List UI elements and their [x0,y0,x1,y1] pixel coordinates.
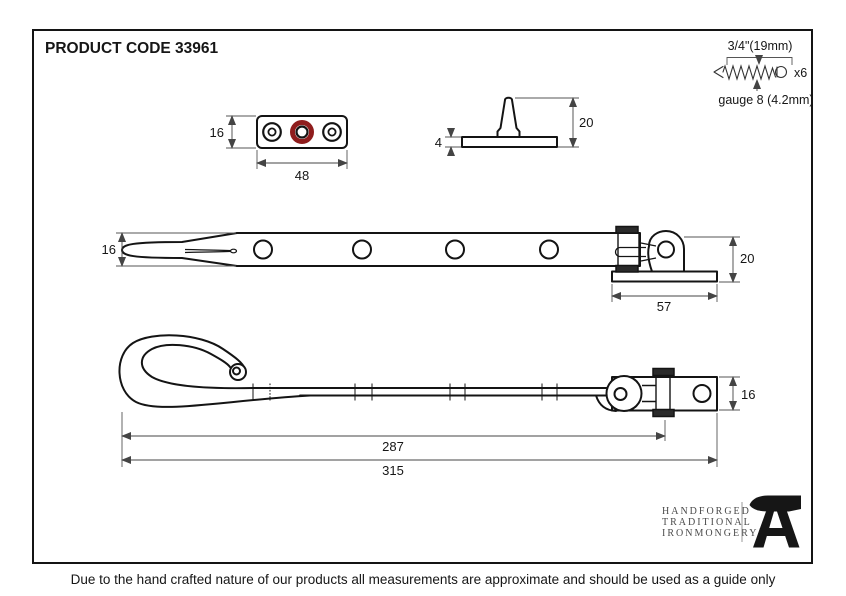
pin-to-tip-length-label: 287 [382,439,404,454]
pin-height-label: 20 [579,115,594,130]
keep-plate-screw-hole-left [263,123,281,141]
overall-length-label: 315 [382,463,404,478]
keep-plate-height-label: 16 [209,125,224,140]
hole-position-ticks [253,384,557,401]
bracket-plate-length-label: 57 [656,299,672,314]
shepherds-crook-handle [119,335,310,407]
logo-line1: HANDFORGED [662,506,751,517]
disclaimer-text: Due to the hand crafted nature of our products all measurements are approximate and should be used as a guide only [70,572,776,587]
logo-line3: IRONMONGERY [662,528,759,539]
logo-line2: TRADITIONAL [662,517,752,528]
product-code-label: PRODUCT CODE 33961 [45,40,219,57]
screw-quantity-label: x6 [794,66,808,80]
bracket-height-label: 20 [740,251,755,266]
pin-drawing [435,98,594,156]
screw-icon [714,66,787,79]
side-end-height-label: 16 [741,387,756,402]
drawing-border [33,30,812,563]
pin-base-thickness-label: 4 [434,135,442,150]
stay-top-view-drawing [102,227,755,315]
screw-length-bracket [727,58,792,66]
keep-plate-drawing [210,116,347,183]
screw-gauge-label: gauge 8 (4.2mm) [718,93,814,107]
hinge-pin-cap-bottom [616,266,638,273]
anvil-icon [750,496,802,548]
keep-plate-screw-hole-right [323,123,341,141]
screw-length-label: 3/4"(19mm) [727,39,793,53]
hinge-pin-cap-top [616,227,638,234]
keep-plate-width-label: 48 [294,168,310,183]
brand-logo [662,496,801,548]
arm-width-label: 16 [101,242,116,257]
screw-detail-drawing [714,39,814,107]
hinge-pin-cap-bottom [653,410,674,417]
stay-side-view-drawing [119,335,755,478]
hinge-pin-cap-top [653,369,674,376]
